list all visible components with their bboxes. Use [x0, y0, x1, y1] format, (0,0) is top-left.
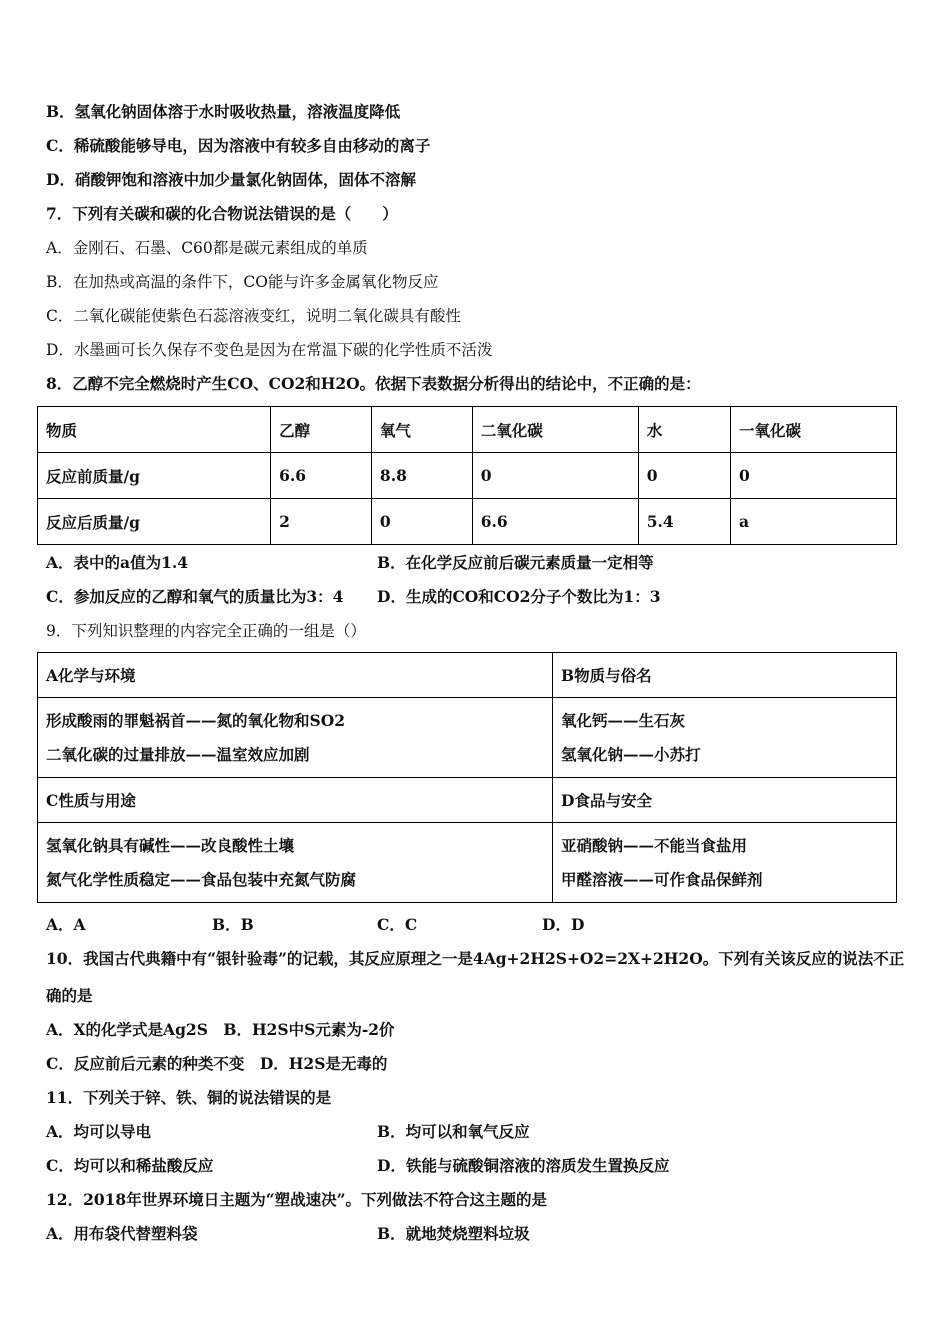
q7-option-b: B．在加热或高温的条件下，CO能与许多金属氧化物反应: [46, 273, 439, 291]
q10-options-cd: C．反应前后元素的种类不变 D．H2S是无毒的: [46, 1054, 388, 1073]
table-row: [38, 453, 897, 499]
table-header-cell: 氧气: [371, 407, 472, 453]
q12-option-b: B．就地焚烧塑料垃圾: [377, 1224, 530, 1243]
table-cell: a: [731, 499, 897, 545]
table-cell: 0: [472, 453, 638, 499]
q11-option-c: C．均可以和稀盐酸反应: [46, 1156, 214, 1175]
q8-stem: 8．乙醇不完全燃烧时产生CO、CO2和H2O。依据下表数据分析得出的结论中，不正确的是：: [46, 374, 701, 393]
q11-option-a: A．均可以导电: [46, 1122, 152, 1141]
q9-d-line2: 甲醛溶液——可作食品保鲜剂: [561, 869, 763, 889]
q9-a-line1: 形成酸雨的罪魁祸首——氮的氧化物和SO2: [46, 710, 345, 730]
q7-option-d: D．水墨画可长久保存不变色是因为在常温下碳的化学性质不活泼: [46, 341, 493, 359]
table-cell: 8.8: [371, 453, 472, 499]
q9-b-title: B物质与俗名: [553, 653, 897, 698]
table-cell: 6.6: [271, 453, 372, 499]
table-header-row: [38, 407, 897, 453]
q9-option-c: C．C: [377, 915, 418, 934]
table-row: [38, 499, 897, 545]
q11-option-b: B．均可以和氧气反应: [377, 1122, 530, 1141]
table-cell: 0: [638, 453, 730, 499]
table-cell: 2: [271, 499, 372, 545]
q9-d-title: D食品与安全: [553, 778, 897, 823]
q8-option-b: B．在化学反应前后碳元素质量一定相等: [377, 553, 654, 572]
q10-options-ab: A．X的化学式是Ag2S B．H2S中S元素为-2价: [46, 1020, 395, 1039]
q8-data-table: [37, 406, 897, 545]
q9-a-title: A化学与环境: [38, 653, 553, 698]
q7-option-a: A．金刚石、石墨、C60都是碳元素组成的单质: [46, 239, 368, 257]
q9-c-title: C性质与用途: [38, 778, 553, 823]
q6-option-d: D．硝酸钾饱和溶液中加少量氯化钠固体，固体不溶解: [46, 170, 416, 189]
q8-option-a: A．表中的a值为1.4: [46, 553, 189, 572]
q12-option-a: A．用布袋代替塑料袋: [46, 1224, 198, 1243]
table-cell: 6.6: [472, 499, 638, 545]
q9-b-line1: 氧化钙——生石灰: [561, 710, 686, 730]
q10-stem-line2: 确的是: [46, 986, 93, 1005]
q9-option-b: B．B: [212, 915, 254, 934]
q7-stem: 7．下列有关碳和碳的化合物说法错误的是（ ）: [46, 204, 398, 223]
q9-option-a: A．A: [46, 915, 86, 934]
q9-c-line2: 氮气化学性质稳定——食品包装中充氮气防腐: [46, 869, 357, 889]
table-cell: 反应后质量/g: [38, 499, 271, 545]
table-cell: 0: [731, 453, 897, 499]
q10-stem-line1: 10．我国古代典籍中有“银针验毒”的记载，其反应原理之一是4Ag+2H2S+O2=2X+2H2O。下列有关该反应的说法不正: [46, 949, 905, 968]
table-cell: 5.4: [638, 499, 730, 545]
q9-option-d: D．D: [542, 915, 585, 934]
table-cell: 反应前质量/g: [38, 453, 271, 499]
table-header-cell: 物质: [38, 407, 271, 453]
q11-stem: 11．下列关于锌、铁、铜的说法错误的是: [46, 1088, 332, 1107]
q9-b-line2: 氢氧化钠——小苏打: [561, 744, 701, 764]
table-header-cell: 二氧化碳: [472, 407, 638, 453]
q7-option-c: C．二氧化碳能使紫色石蕊溶液变红，说明二氧化碳具有酸性: [46, 307, 461, 325]
q8-option-d: D．生成的CO和CO2分子个数比为1：3: [377, 587, 661, 606]
table-header-cell: 水: [638, 407, 730, 453]
q9-stem: 9．下列知识整理的内容完全正确的一组是（）: [46, 622, 366, 640]
q6-option-c: C．稀硫酸能够导电，因为溶液中有较多自由移动的离子: [46, 136, 431, 155]
q12-stem: 12．2018年世界环境日主题为“塑战速决”。下列做法不符合这主题的是: [46, 1190, 548, 1209]
q6-option-b: B．氢氧化钠固体溶于水时吸收热量，溶液温度降低: [46, 102, 401, 121]
q9-d-content: [553, 823, 897, 903]
q9-d-line1: 亚硝酸钠——不能当食盐用: [561, 835, 748, 855]
q8-option-c: C．参加反应的乙醇和氧气的质量比为3：4: [46, 587, 344, 606]
q9-a-line2: 二氧化碳的过量排放——温室效应加剧: [46, 744, 310, 764]
q9-knowledge-table: [37, 652, 897, 903]
q9-b-content: [553, 698, 897, 778]
table-header-cell: 乙醇: [271, 407, 372, 453]
q9-c-content: [38, 823, 553, 903]
q11-option-d: D．铁能与硫酸铜溶液的溶质发生置换反应: [377, 1156, 670, 1175]
table-header-cell: 一氧化碳: [731, 407, 897, 453]
q9-c-line1: 氢氧化钠具有碱性——改良酸性土壤: [46, 835, 295, 855]
q9-a-content: [38, 698, 553, 778]
table-cell: 0: [371, 499, 472, 545]
